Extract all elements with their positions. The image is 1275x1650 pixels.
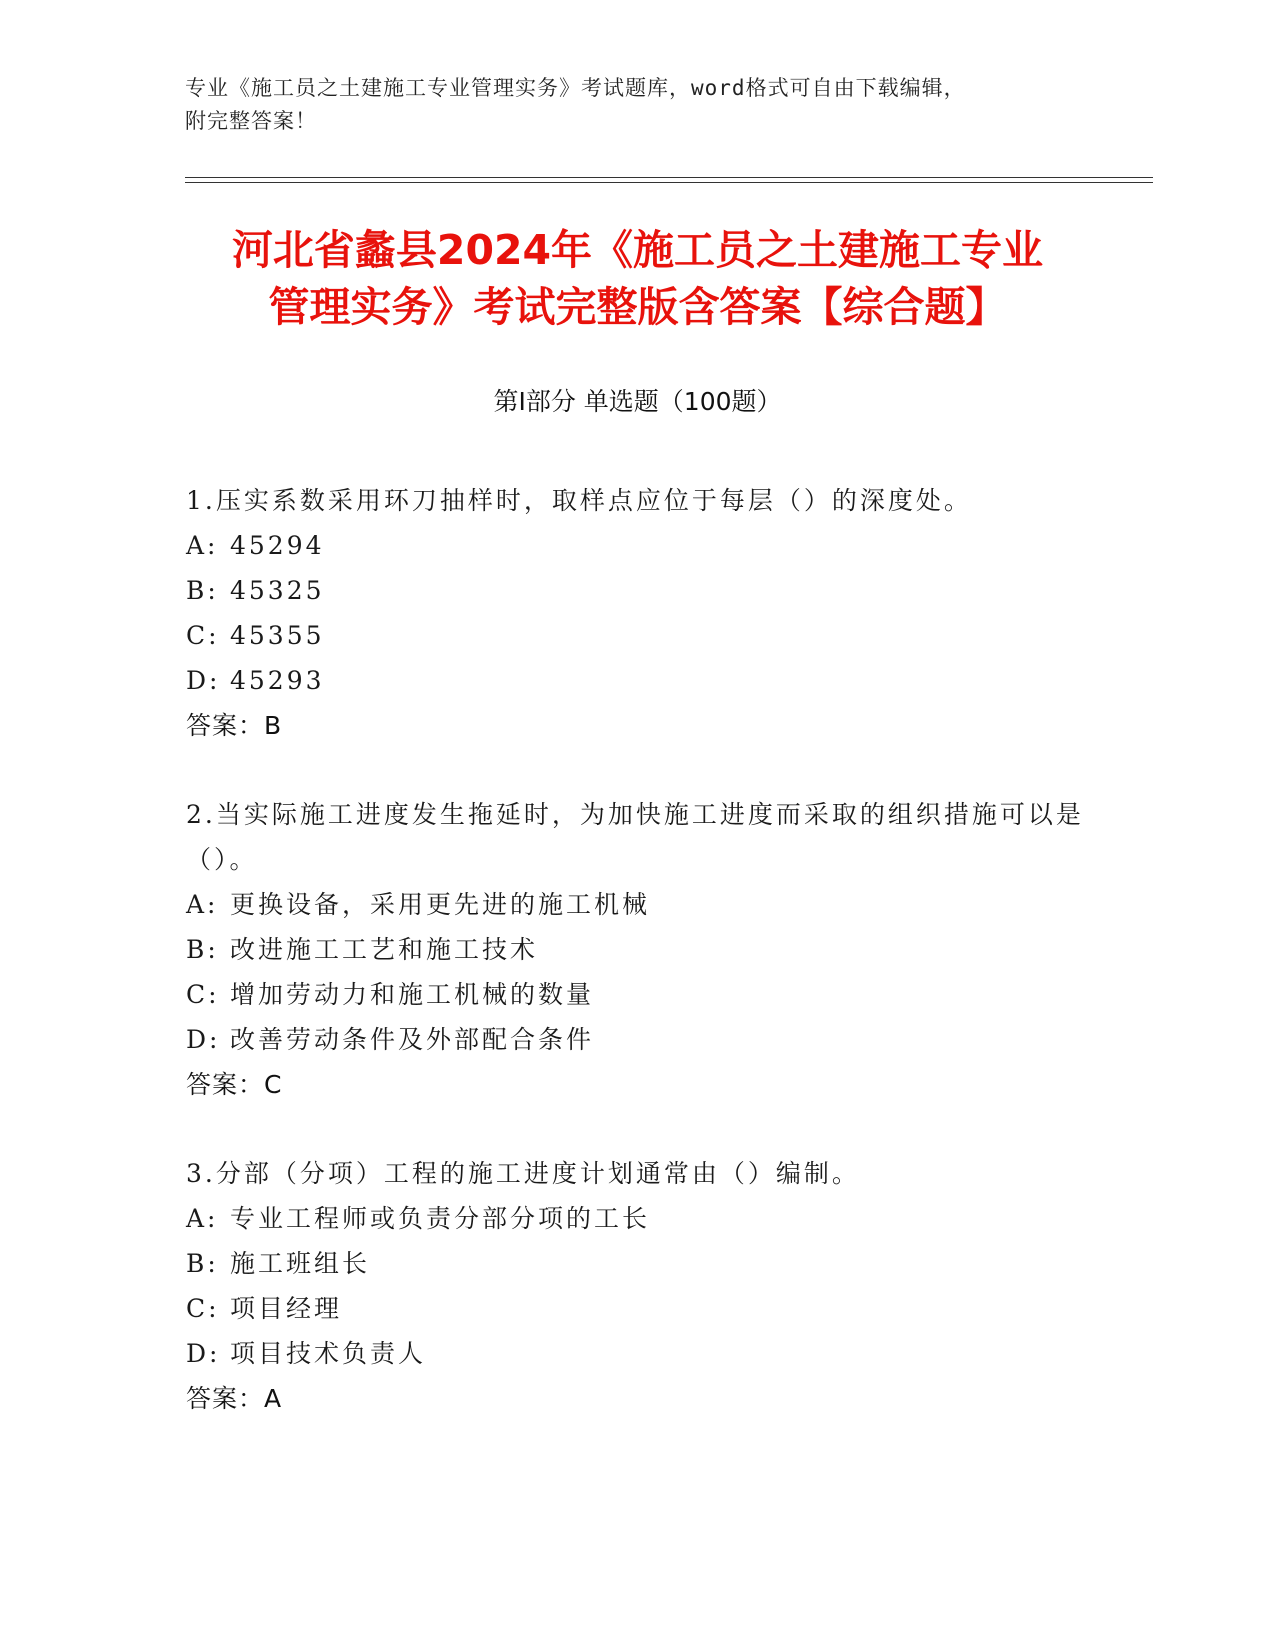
- option-letter: C:: [186, 980, 220, 1009]
- option-letter: A:: [186, 890, 219, 919]
- option-a: [186, 1196, 1086, 1241]
- document-title-line-2: 管理实务》考试完整版含答案【综合题】: [268, 283, 1007, 331]
- option-b: [186, 927, 1086, 972]
- option-letter: C:: [186, 1294, 220, 1323]
- question-stem: 1.压实系数采用环刀抽样时，取样点应位于每层（）的深度处。: [186, 486, 972, 515]
- option-text: 增加劳动力和施工机械的数量: [230, 980, 595, 1009]
- option-text: 45293: [230, 666, 325, 695]
- option-d: [186, 1017, 1086, 1062]
- option-letter: B:: [186, 935, 219, 964]
- option-text: 45294: [230, 531, 325, 560]
- option-letter: D:: [186, 1339, 221, 1368]
- option-text: 施工班组长: [230, 1249, 371, 1278]
- option-letter: B:: [186, 576, 219, 605]
- question-2: [186, 792, 1086, 1107]
- header-note-line-1: 专业《施工员之土建施工专业管理实务》考试题库，word格式可自由下载编辑，: [185, 76, 966, 100]
- option-letter: A:: [186, 531, 219, 560]
- option-c: [186, 972, 1086, 1017]
- option-a: [186, 882, 1086, 927]
- option-text: 45325: [230, 576, 325, 605]
- option-text: 更换设备，采用更先进的施工机械: [230, 890, 651, 919]
- option-letter: B:: [186, 1249, 219, 1278]
- answer-label: 答案：A: [186, 1384, 283, 1413]
- question-1: [186, 478, 1086, 748]
- document-title: [180, 222, 1095, 336]
- option-text: 项目技术负责人: [230, 1339, 427, 1368]
- option-text: 改善劳动条件及外部配合条件: [230, 1025, 595, 1054]
- question-list: [186, 478, 1086, 1465]
- header-note: [185, 72, 1065, 138]
- answer-label: 答案：B: [186, 711, 283, 740]
- answer-label: 答案：C: [186, 1070, 283, 1099]
- option-letter: D:: [186, 1025, 221, 1054]
- option-a: [186, 523, 1086, 568]
- option-letter: A:: [186, 1204, 219, 1233]
- option-text: 改进施工工艺和施工技术: [230, 935, 539, 964]
- option-b: [186, 568, 1086, 613]
- option-text: 专业工程师或负责分部分项的工长: [230, 1204, 651, 1233]
- option-letter: C:: [186, 621, 220, 650]
- option-c: [186, 1286, 1086, 1331]
- question-stem: 3.分部（分项）工程的施工进度计划通常由（）编制。: [186, 1159, 860, 1188]
- header-note-line-2: 附完整答案！: [185, 109, 317, 133]
- option-text: 45355: [230, 621, 325, 650]
- question-3: [186, 1151, 1086, 1421]
- question-stem: 2.当实际施工进度发生拖延时，为加快施工进度而采取的组织措施可以是（）。: [186, 800, 1084, 874]
- option-d: [186, 658, 1086, 703]
- option-c: [186, 613, 1086, 658]
- document-title-line-1: 河北省蠡县2024年《施工员之土建施工专业: [231, 226, 1044, 274]
- header-divider-bottom: [185, 182, 1153, 183]
- option-b: [186, 1241, 1086, 1286]
- section-title: 第Ⅰ部分 单选题（100题）: [493, 387, 782, 416]
- option-d: [186, 1331, 1086, 1376]
- option-text: 项目经理: [230, 1294, 343, 1323]
- option-letter: D:: [186, 666, 221, 695]
- header-divider-top: [185, 177, 1153, 178]
